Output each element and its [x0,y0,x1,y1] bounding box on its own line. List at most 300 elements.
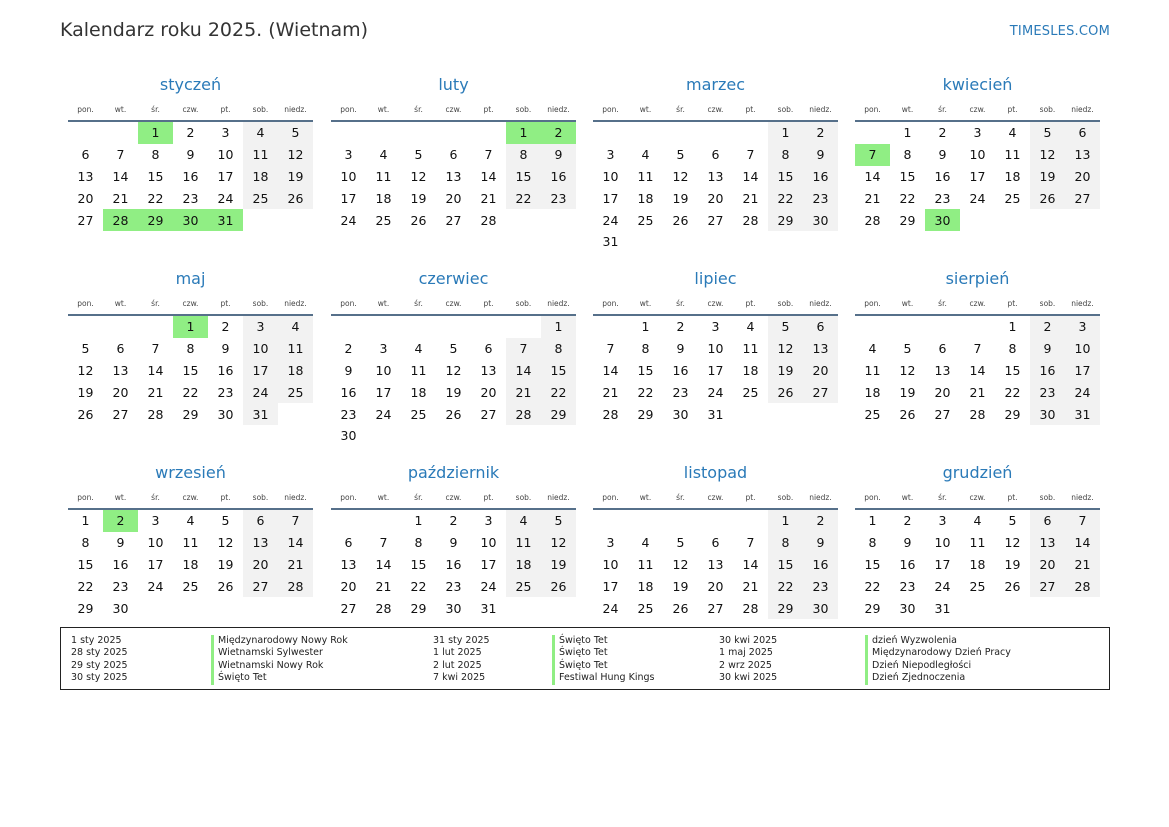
day-cell: 24 [340,212,357,228]
empty-cell [331,122,366,144]
day-cell: 16 [803,554,838,576]
day-cell: 9 [903,535,912,551]
day-cell: 31 [480,600,497,616]
day-cell: 27 [112,406,129,422]
weekday-label: niedz. [284,492,307,502]
day-cell: 13 [934,362,951,378]
day-cell: 21 [506,381,541,403]
day-cell: 25 [1004,190,1021,206]
weekday-label: sob. [1039,298,1056,308]
day-cell: 8 [903,147,912,163]
month-name: grudzień [942,463,1013,482]
weekday-label: sob. [515,298,532,308]
month-block [593,461,838,619]
day-cell: 1 [641,319,650,335]
day-cell: 27 [1030,575,1065,597]
day-cell: 25 [410,406,427,422]
day-cell: 27 [1065,187,1100,209]
day-cell: 28 [147,406,164,422]
weekday-header [855,99,1100,119]
day-cell: 28 [742,212,759,228]
day-cell: 20 [803,360,838,382]
month-name: wrzesień [155,463,226,482]
weekday-header [68,99,313,119]
weekday-label: śr. [676,104,685,114]
weekday-label: czw. [445,492,462,502]
day-cell: 4 [1008,125,1017,141]
day-cell: 7 [973,341,982,357]
day-cell: 16 [445,556,462,572]
day-cell: 24 [969,190,986,206]
day-cell: 29 [410,600,427,616]
empty-cell [628,510,663,532]
day-cell: 11 [182,535,199,551]
empty-cell [960,316,995,338]
day-cell: 2 [186,125,195,141]
weekday-label: śr. [151,104,160,114]
day-cell: 21 [742,190,759,206]
day-cell: 17 [217,168,234,184]
day-cell: 13 [445,168,462,184]
day-cell: 18 [278,360,313,382]
day-cell: 28 [864,212,881,228]
day-cell: 13 [243,532,278,554]
day-cell: 7 [278,510,313,532]
day-cell: 11 [506,532,541,554]
day-cell: 19 [217,556,234,572]
month-name: czerwiec [418,269,489,288]
day-cell: 20 [707,190,724,206]
day-cell: 13 [1065,144,1100,166]
legend-date: 1 sty 2025 [71,635,122,646]
day-cell: 21 [1065,554,1100,576]
day-cell: 2 [903,513,912,529]
day-cell: 8 [506,144,541,166]
day-cell: 11 [375,168,392,184]
day-cell: 24 [934,578,951,594]
weekday-header [68,293,313,313]
day-cell: 12 [410,168,427,184]
weekday-label: śr. [151,492,160,502]
legend-holiday: Dzień Niepodległości [872,659,972,671]
days-grid [593,122,838,253]
weekday-label: sob. [252,298,269,308]
day-cell: 4 [278,316,313,338]
day-cell: 7 [746,535,755,551]
day-cell: 1 [903,125,912,141]
day-cell: 14 [742,556,759,572]
day-cell: 15 [637,362,654,378]
weekday-label: pon. [602,298,619,308]
empty-cell [331,510,366,532]
weekday-header [331,99,576,119]
legend-date: 31 sty 2025 [433,635,490,646]
weekday-label: pt. [1007,492,1018,502]
day-cell: 9 [676,341,685,357]
day-cell: 4 [506,510,541,532]
day-cell: 4 [973,513,982,529]
day-cell: 3 [1065,316,1100,338]
weekday-label: wt. [377,492,390,502]
day-cell: 6 [803,316,838,338]
day-cell: 30 [803,209,838,231]
day-cell: 27 [934,406,951,422]
legend-holiday: Święto Tet [218,672,267,684]
day-cell: 17 [243,360,278,382]
day-cell: 9 [938,147,947,163]
day-cell: 22 [864,578,881,594]
day-cell: 22 [768,187,803,209]
day-cell: 8 [414,535,423,551]
legend-holiday: Święto Tet [559,635,608,646]
day-cell: 5 [221,513,230,529]
day-cell: 10 [1065,338,1100,360]
day-cell: 20 [445,190,462,206]
weekday-label: sob. [777,298,794,308]
weekday-header [855,487,1100,507]
day-cell: 19 [899,384,916,400]
days-grid [593,510,838,619]
day-cell: 2 [676,319,685,335]
day-cell: 3 [938,513,947,529]
day-cell: 29 [768,209,803,231]
day-cell: 31 [707,406,724,422]
day-cell: 9 [1030,338,1065,360]
legend-date: 2 lut 2025 [433,659,482,671]
weekday-label: śr. [151,298,160,308]
empty-cell [593,316,628,338]
day-cell: 6 [344,535,353,551]
legend-holiday: Międzynarodowy Nowy Rok [218,635,348,646]
weekday-label: sob. [515,104,532,114]
day-cell: 3 [221,125,230,141]
day-cell: 10 [480,535,497,551]
day-cell: 12 [1030,144,1065,166]
day-cell: 21 [480,190,497,206]
day-cell: 14 [480,168,497,184]
day-cell: 8 [768,532,803,554]
day-cell: 23 [803,575,838,597]
day-cell: 6 [449,147,458,163]
day-cell: 13 [77,168,94,184]
day-cell: 27 [340,600,357,616]
day-cell: 24 [217,190,234,206]
day-cell: 30 [1030,403,1065,425]
day-cell: 9 [449,535,458,551]
days-grid [855,122,1100,231]
weekday-label: śr. [676,492,685,502]
day-cell: 23 [217,384,234,400]
days-grid [331,122,576,231]
weekday-header [593,99,838,119]
day-cell: 25 [637,212,654,228]
day-cell: 11 [278,338,313,360]
day-cell: 5 [541,510,576,532]
day-cell: 15 [77,556,94,572]
day-cell: 12 [899,362,916,378]
day-cell: 9 [221,341,230,357]
legend-holiday: Wietnamski Nowy Rok [218,659,324,671]
day-cell: 13 [112,362,129,378]
month-block [593,73,838,253]
legend-holiday: Wietnamski Sylwester [218,647,323,659]
empty-cell [68,316,103,338]
day-cell: 24 [243,381,278,403]
day-cell: 17 [147,556,164,572]
day-cell: 26 [410,212,427,228]
weekday-label: sob. [515,492,532,502]
day-cell: 16 [340,384,357,400]
day-cell: 15 [147,168,164,184]
weekday-label: pon. [864,298,881,308]
days-grid [68,122,313,231]
day-cell: 18 [506,554,541,576]
weekday-label: pon. [340,298,357,308]
day-cell: 7 [116,147,125,163]
days-grid [593,316,838,425]
empty-cell [506,316,541,338]
day-cell: 7 [746,147,755,163]
day-cell: 25 [375,212,392,228]
weekday-header [855,293,1100,313]
holiday-day-cell: 2 [541,122,576,144]
empty-cell [855,316,890,338]
day-cell: 2 [803,510,838,532]
day-cell: 5 [676,535,685,551]
legend-date: 29 sty 2025 [71,659,128,671]
day-cell: 26 [77,406,94,422]
day-cell: 12 [77,362,94,378]
weekday-label: pt. [220,492,231,502]
day-cell: 17 [602,578,619,594]
weekday-label: niedz. [809,104,832,114]
day-cell: 26 [541,575,576,597]
weekday-label: wt. [901,492,914,502]
day-cell: 27 [707,600,724,616]
day-cell: 15 [768,554,803,576]
weekday-label: niedz. [547,492,570,502]
weekday-label: niedz. [1071,298,1094,308]
day-cell: 16 [803,166,838,188]
day-cell: 20 [112,384,129,400]
weekday-header [331,293,576,313]
day-cell: 20 [707,578,724,594]
weekday-label: czw. [969,492,986,502]
day-cell: 11 [637,556,654,572]
day-cell: 22 [182,384,199,400]
day-cell: 23 [182,190,199,206]
day-cell: 22 [410,578,427,594]
day-cell: 30 [112,600,129,616]
day-cell: 26 [672,600,689,616]
legend-date: 30 kwi 2025 [719,635,778,646]
day-cell: 17 [340,190,357,206]
empty-cell [366,316,401,338]
day-cell: 19 [768,360,803,382]
day-cell: 24 [602,600,619,616]
day-cell: 14 [278,532,313,554]
day-cell: 13 [480,362,497,378]
weekday-label: wt. [377,104,390,114]
day-cell: 21 [112,190,129,206]
weekday-label: pt. [1007,104,1018,114]
weekday-label: pt. [745,298,756,308]
legend-holiday: Święto Tet [559,647,608,659]
weekday-header [593,487,838,507]
day-cell: 31 [243,403,278,425]
day-cell: 14 [112,168,129,184]
weekday-label: sob. [252,104,269,114]
day-cell: 11 [742,341,759,357]
weekday-label: sob. [777,492,794,502]
day-cell: 18 [410,384,427,400]
day-cell: 18 [1004,168,1021,184]
empty-cell [471,316,506,338]
day-cell: 26 [217,578,234,594]
weekday-header [68,487,313,507]
empty-cell [436,316,471,338]
day-cell: 15 [899,168,916,184]
day-cell: 4 [186,513,195,529]
day-cell: 26 [1004,578,1021,594]
weekday-label: pon. [602,492,619,502]
weekday-label: czw. [445,104,462,114]
day-cell: 10 [934,535,951,551]
day-cell: 4 [641,147,650,163]
day-cell: 29 [864,600,881,616]
page-title: Kalendarz roku 2025. (Wietnam) [60,19,369,41]
weekday-label: pt. [220,104,231,114]
month-name: styczeń [159,75,222,94]
days-grid [331,316,576,447]
weekday-label: czw. [707,492,724,502]
weekday-label: sob. [1039,492,1056,502]
weekday-label: niedz. [1071,492,1094,502]
day-cell: 20 [934,384,951,400]
days-grid [68,510,313,619]
holiday-day-cell: 1 [506,122,541,144]
weekday-label: śr. [414,492,423,502]
day-cell: 31 [934,600,951,616]
day-cell: 21 [602,384,619,400]
day-cell: 9 [344,362,353,378]
weekday-label: wt. [639,492,652,502]
day-cell: 23 [112,578,129,594]
legend-names-1 [211,635,348,685]
day-cell: 10 [217,147,234,163]
day-cell: 16 [672,362,689,378]
day-cell: 4 [641,535,650,551]
day-cell: 22 [768,575,803,597]
day-cell: 10 [243,338,278,360]
day-cell: 10 [707,341,724,357]
day-cell: 26 [445,406,462,422]
empty-cell [401,316,436,338]
weekday-label: pt. [220,298,231,308]
day-cell: 25 [278,381,313,403]
holiday-day-cell: 29 [138,209,173,231]
day-cell: 16 [899,556,916,572]
day-cell: 2 [221,319,230,335]
weekday-label: czw. [707,104,724,114]
day-cell: 24 [602,212,619,228]
empty-cell [925,316,960,338]
day-cell: 8 [768,144,803,166]
day-cell: 29 [899,212,916,228]
day-cell: 3 [344,147,353,163]
weekday-label: śr. [938,492,947,502]
day-cell: 25 [969,578,986,594]
day-cell: 9 [116,535,125,551]
day-cell: 11 [637,168,654,184]
holiday-day-cell: 1 [138,122,173,144]
empty-cell [663,122,698,144]
day-cell: 16 [217,362,234,378]
day-cell: 17 [480,556,497,572]
day-cell: 3 [484,513,493,529]
days-grid [68,316,313,425]
holiday-day-cell: 30 [173,209,208,231]
weekday-label: wt. [114,298,127,308]
empty-cell [103,316,138,338]
day-cell: 8 [541,338,576,360]
day-cell: 8 [641,341,650,357]
day-cell: 10 [340,168,357,184]
day-cell: 6 [1030,510,1065,532]
legend-date: 30 kwi 2025 [719,672,778,684]
day-cell: 22 [147,190,164,206]
day-cell: 14 [969,362,986,378]
day-cell: 2 [344,341,353,357]
day-cell: 31 [602,234,619,250]
empty-cell [663,510,698,532]
day-cell: 3 [243,316,278,338]
weekday-label: pon. [77,104,94,114]
legend-holiday: Festiwal Hung Kings [559,672,655,684]
day-cell: 25 [506,575,541,597]
weekday-label: wt. [901,104,914,114]
day-cell: 3 [151,513,160,529]
weekday-label: czw. [969,298,986,308]
weekday-label: czw. [969,104,986,114]
day-cell: 1 [868,513,877,529]
empty-cell [855,122,890,144]
days-grid [855,316,1100,425]
day-cell: 5 [1008,513,1017,529]
site-link[interactable]: TIMESLES.COM [1009,24,1110,39]
day-cell: 24 [480,578,497,594]
day-cell: 15 [506,166,541,188]
month-block [331,73,576,231]
empty-cell [628,122,663,144]
day-cell: 13 [803,338,838,360]
day-cell: 15 [768,166,803,188]
day-cell: 7 [151,341,160,357]
day-cell: 8 [868,535,877,551]
day-cell: 22 [1004,384,1021,400]
day-cell: 18 [637,578,654,594]
weekday-label: czw. [182,298,199,308]
empty-cell [366,122,401,144]
day-cell: 22 [77,578,94,594]
day-cell: 3 [973,125,982,141]
day-cell: 13 [707,556,724,572]
day-cell: 13 [707,168,724,184]
day-cell: 19 [672,190,689,206]
day-cell: 5 [1030,122,1065,144]
empty-cell [436,122,471,144]
weekday-label: niedz. [284,104,307,114]
